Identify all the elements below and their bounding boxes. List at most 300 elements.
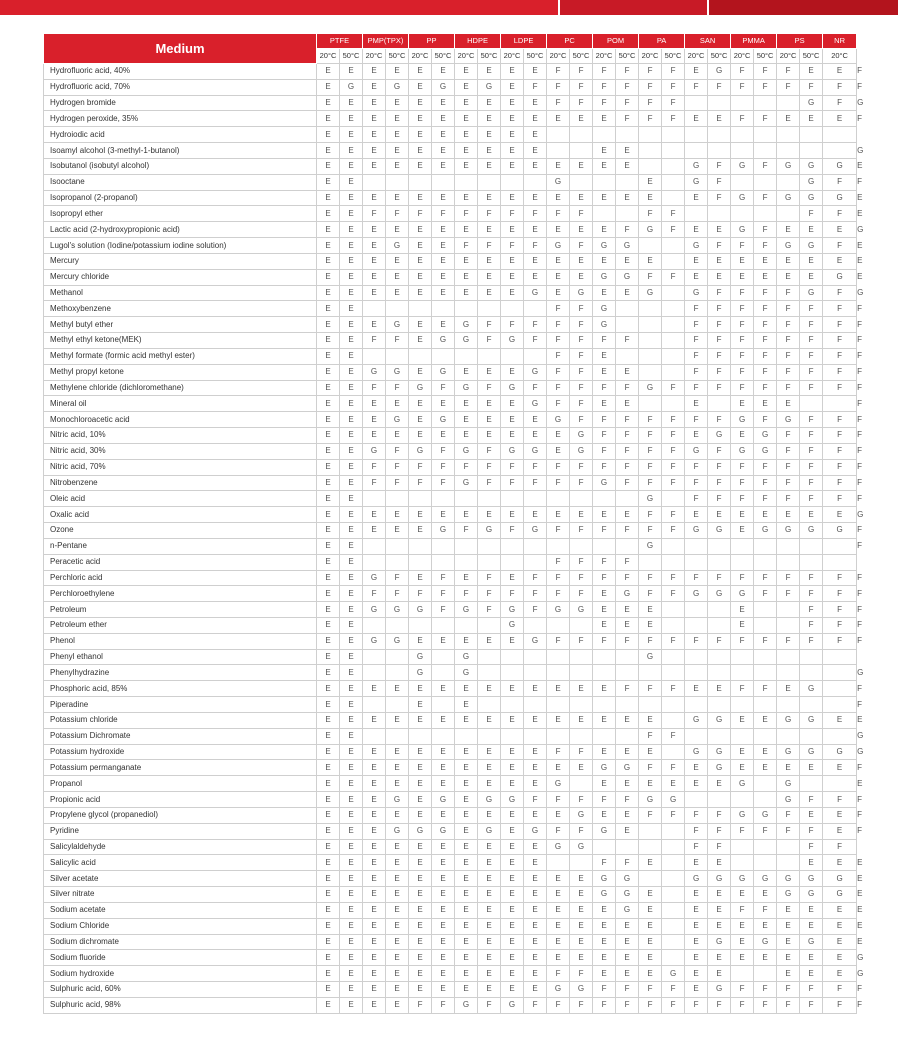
resistance-rating-cell: E [478,887,501,903]
resistance-rating-cell: F [639,570,662,586]
resistance-rating-cell: E [478,966,501,982]
resistance-rating-cell: E [340,649,363,665]
resistance-rating-cell [639,143,662,159]
resistance-rating-cell: G [777,412,800,428]
resistance-rating-cell: F [501,238,524,254]
resistance-rating-cell: F [754,491,777,507]
resistance-rating-cell: G [409,380,432,396]
resistance-rating-cell: E [363,396,386,412]
resistance-rating-cell: E [386,95,409,111]
resistance-rating-cell [501,348,524,364]
resistance-rating-cell: E [409,633,432,649]
resistance-rating-cell: E [685,269,708,285]
resistance-rating-cell: E [524,855,547,871]
medium-name-cell: Monochloroacetic acid [44,412,317,428]
resistance-rating-cell: E [501,507,524,523]
resistance-rating-cell [777,174,800,190]
resistance-rating-cell: G [524,823,547,839]
resistance-rating-cell: F [363,380,386,396]
resistance-rating-cell: G [524,633,547,649]
resistance-rating-cell: G [754,934,777,950]
resistance-rating-cell: F [432,206,455,222]
resistance-rating-cell: E [547,902,570,918]
resistance-rating-cell: F [478,602,501,618]
resistance-rating-cell: E [708,681,731,697]
resistance-rating-cell: E [800,966,823,982]
resistance-rating-cell: G [478,823,501,839]
resistance-rating-cell: E [340,744,363,760]
resistance-rating-cell: G [363,602,386,618]
temperature-header: 50°C [478,49,501,64]
resistance-rating-cell: E [455,127,478,143]
resistance-rating-cell: E [317,966,340,982]
resistance-rating-cell: G [685,744,708,760]
table-row: Methyl formate (formic acid methyl ester) E E F F E F F F F F F F F [44,348,857,364]
resistance-rating-cell: F [524,602,547,618]
resistance-rating-cell: E [340,982,363,998]
resistance-rating-cell: G [363,570,386,586]
resistance-rating-cell: F [639,64,662,80]
resistance-rating-cell: G [363,443,386,459]
resistance-rating-cell [524,554,547,570]
resistance-rating-cell: E [317,728,340,744]
resistance-rating-cell: F [731,997,754,1013]
resistance-rating-cell: E [340,396,363,412]
resistance-rating-cell: E [340,871,363,887]
resistance-rating-cell: G [800,158,823,174]
resistance-rating-cell [547,617,570,633]
resistance-rating-cell: E [800,253,823,269]
resistance-rating-cell [455,491,478,507]
resistance-rating-cell: E [340,95,363,111]
resistance-rating-cell: G [639,649,662,665]
resistance-rating-cell: F [409,997,432,1013]
resistance-rating-cell: G [639,491,662,507]
resistance-rating-cell: E [777,681,800,697]
medium-name-cell: Sodium dichromate [44,934,317,950]
resistance-rating-cell [524,348,547,364]
resistance-rating-cell [685,728,708,744]
medium-name-cell: Perchloric acid [44,570,317,586]
resistance-rating-cell: F [432,997,455,1013]
resistance-rating-cell: F [386,586,409,602]
resistance-rating-cell [685,554,708,570]
table-row [44,649,857,665]
resistance-rating-cell: E [386,966,409,982]
resistance-rating-cell: E [593,902,616,918]
resistance-rating-cell: E [547,507,570,523]
resistance-rating-cell: E [432,253,455,269]
table-row: Sodium dichromate E E E E E E E E E E E E E E E E G E G E G E E [44,934,857,950]
temperature-header: 50°C [708,49,731,64]
resistance-rating-cell: F [478,380,501,396]
resistance-rating-cell: F [570,997,593,1013]
resistance-rating-cell: E [363,269,386,285]
resistance-rating-cell: F [662,269,685,285]
medium-name-cell: Lactic acid (2-hydroxypropionic acid) [44,222,317,238]
resistance-rating-cell: F [432,459,455,475]
resistance-rating-cell: E [317,380,340,396]
resistance-rating-cell: F [800,459,823,475]
resistance-rating-cell: E [317,665,340,681]
resistance-rating-cell [524,697,547,713]
resistance-rating-cell [455,554,478,570]
resistance-rating-cell: G [547,238,570,254]
resistance-rating-cell: E [616,934,639,950]
table-row: Oxalic acid E E E E E E E E E E E E E E F F E E E E E E E G [44,507,857,523]
resistance-rating-cell: E [616,823,639,839]
resistance-rating-cell: F [823,79,857,95]
table-row: Mineral oil E E E E E E E E E G F F E E E E E E F [44,396,857,412]
resistance-rating-cell: F [662,760,685,776]
resistance-rating-cell [432,697,455,713]
resistance-rating-cell: G [524,396,547,412]
resistance-rating-cell: G [547,174,570,190]
medium-name-cell: Potassium Dichromate [44,728,317,744]
medium-name-cell: Sodium fluoride [44,950,317,966]
resistance-rating-cell: E [363,997,386,1013]
resistance-rating-cell [386,538,409,554]
resistance-rating-cell: E [593,617,616,633]
table-row: Methoxybenzene E E F F G F F F F F F F F [44,301,857,317]
resistance-rating-cell: E [432,871,455,887]
medium-name-cell: Methylene chloride (dichloromethane) [44,380,317,396]
resistance-rating-cell [754,127,777,143]
resistance-rating-cell: E [432,918,455,934]
resistance-rating-cell: G [708,586,731,602]
resistance-rating-cell: E [409,839,432,855]
resistance-rating-cell: E [685,982,708,998]
resistance-rating-cell: F [800,428,823,444]
resistance-rating-cell: F [639,79,662,95]
resistance-rating-cell: E [432,190,455,206]
table-row: Perchloroethylene E E F F F F F F F F F F E G F F G G G F F F F F [44,586,857,602]
resistance-rating-cell: E [823,253,857,269]
table-row: Methyl propyl ketone E E G G E G E E E G F F E E F F F F F F F F [44,364,857,380]
resistance-rating-cell: F [662,428,685,444]
resistance-rating-cell [616,839,639,855]
resistance-rating-cell [409,728,432,744]
table-row: Nitric acid, 70% E E F F F F F F F F F F F F F F F F F F F F F F [44,459,857,475]
resistance-rating-cell: F [593,459,616,475]
resistance-rating-cell: E [501,222,524,238]
resistance-rating-cell: E [639,776,662,792]
resistance-rating-cell [616,206,639,222]
resistance-rating-cell [685,697,708,713]
accent-bar-segment [560,0,707,15]
resistance-rating-cell: G [708,64,731,80]
resistance-rating-cell: E [340,602,363,618]
resistance-rating-cell: F [662,79,685,95]
resistance-rating-cell: E [455,64,478,80]
resistance-rating-cell: F [639,475,662,491]
medium-name-cell: Sodium acetate [44,902,317,918]
temperature-header: 20°C [685,49,708,64]
resistance-rating-cell: F [616,570,639,586]
resistance-rating-cell [800,538,823,554]
resistance-rating-cell: E [340,459,363,475]
resistance-rating-cell: F [731,570,754,586]
resistance-rating-cell: E [340,348,363,364]
chemical-resistance-table [43,33,864,1014]
resistance-rating-cell: E [317,887,340,903]
resistance-rating-cell: G [340,79,363,95]
resistance-rating-cell [777,95,800,111]
resistance-rating-cell: E [731,934,754,950]
resistance-rating-cell: G [409,602,432,618]
temperature-header: 20°C [317,49,340,64]
resistance-rating-cell [570,728,593,744]
resistance-rating-cell [731,697,754,713]
resistance-rating-cell: E [524,744,547,760]
resistance-rating-cell: F [662,380,685,396]
resistance-rating-cell [409,491,432,507]
resistance-rating-cell: E [455,222,478,238]
resistance-rating-cell: G [570,839,593,855]
resistance-rating-cell: F [662,728,685,744]
resistance-rating-cell: E [616,285,639,301]
resistance-rating-cell: E [455,839,478,855]
resistance-rating-cell [708,127,731,143]
resistance-rating-cell: F [455,586,478,602]
resistance-rating-cell: E [593,966,616,982]
resistance-rating-cell [662,538,685,554]
resistance-rating-cell: F [823,301,857,317]
resistance-rating-cell [731,206,754,222]
resistance-rating-cell: F [731,64,754,80]
resistance-rating-cell: E [547,253,570,269]
resistance-rating-cell: E [363,238,386,254]
resistance-rating-cell: E [363,950,386,966]
resistance-rating-cell: E [317,712,340,728]
resistance-rating-cell: G [639,792,662,808]
resistance-rating-cell [708,396,731,412]
resistance-rating-cell [524,174,547,190]
resistance-rating-cell: E [317,902,340,918]
resistance-rating-cell: F [593,95,616,111]
resistance-rating-cell: F [800,602,823,618]
resistance-rating-cell: E [363,776,386,792]
resistance-rating-cell: F [616,222,639,238]
resistance-rating-cell: E [524,871,547,887]
resistance-rating-cell: E [455,966,478,982]
resistance-rating-cell [524,617,547,633]
resistance-rating-cell: E [386,428,409,444]
resistance-rating-cell: E [524,269,547,285]
resistance-rating-cell: F [754,64,777,80]
resistance-rating-cell: E [754,918,777,934]
resistance-rating-cell: E [432,238,455,254]
resistance-rating-cell: F [708,570,731,586]
resistance-rating-cell: E [524,902,547,918]
resistance-rating-cell: E [340,997,363,1013]
resistance-rating-cell [662,158,685,174]
resistance-rating-cell: G [800,681,823,697]
resistance-rating-cell: F [823,238,857,254]
resistance-rating-cell: E [432,64,455,80]
resistance-rating-cell: E [501,79,524,95]
resistance-rating-cell: E [432,887,455,903]
resistance-rating-cell: E [455,396,478,412]
resistance-rating-cell: F [662,523,685,539]
resistance-rating-cell: E [409,855,432,871]
table-row: Oleic acid E E G F F F F F F F F [44,491,857,507]
resistance-rating-cell: E [777,269,800,285]
resistance-rating-cell: E [317,348,340,364]
resistance-rating-cell: E [524,982,547,998]
resistance-rating-cell: F [524,380,547,396]
resistance-rating-cell: E [363,902,386,918]
material-header: PMP(TPX) [363,34,409,49]
resistance-rating-cell: F [524,333,547,349]
table-row: Lactic acid (2-hydroxypropionic acid) E E E E E E E E E E E E E F G F E E G F E E E G [44,222,857,238]
table-row: Potassium chloride E E E E E E E E E E E E E E E G G E E G G E E [44,712,857,728]
resistance-rating-cell: E [340,966,363,982]
resistance-rating-cell: E [754,269,777,285]
medium-name-cell: Hydroiodic acid [44,127,317,143]
resistance-rating-cell: E [455,269,478,285]
resistance-rating-cell [432,301,455,317]
resistance-rating-cell [662,744,685,760]
resistance-rating-cell: F [593,64,616,80]
material-header: PC [547,34,593,49]
resistance-rating-cell: F [754,586,777,602]
resistance-rating-cell: F [685,997,708,1013]
resistance-rating-cell: E [501,364,524,380]
resistance-rating-cell: E [593,586,616,602]
resistance-rating-cell [800,728,823,744]
resistance-rating-cell: F [432,570,455,586]
resistance-rating-cell: G [547,776,570,792]
resistance-rating-cell: F [547,396,570,412]
resistance-rating-cell: F [570,554,593,570]
resistance-rating-cell: E [823,950,857,966]
resistance-rating-cell: F [593,982,616,998]
resistance-rating-cell [754,839,777,855]
resistance-rating-cell [754,855,777,871]
table-row: Methanol E E E E E E E E E G E G E E G G F F F F G F G [44,285,857,301]
resistance-rating-cell: E [386,64,409,80]
resistance-rating-cell: G [455,380,478,396]
resistance-rating-cell: G [501,617,524,633]
resistance-rating-cell: E [409,776,432,792]
resistance-rating-cell [731,966,754,982]
medium-name-cell: Nitric acid, 70% [44,459,317,475]
resistance-rating-cell: F [547,554,570,570]
resistance-rating-cell: F [639,982,662,998]
resistance-rating-cell: E [340,776,363,792]
resistance-rating-cell [501,174,524,190]
resistance-rating-cell [662,902,685,918]
resistance-rating-cell: E [340,728,363,744]
resistance-rating-cell: E [777,902,800,918]
top-accent-bar [0,0,898,15]
table-row: Potassium permanganate E E E E E E E E E E E E G G F F E G E E E E E F [44,760,857,776]
resistance-rating-cell [455,538,478,554]
medium-name-cell: Hydrogen bromide [44,95,317,111]
resistance-rating-cell: E [432,681,455,697]
resistance-rating-cell: E [317,190,340,206]
resistance-rating-cell: E [777,507,800,523]
resistance-rating-cell: F [662,95,685,111]
resistance-rating-cell: E [501,776,524,792]
medium-name-cell: Mineral oil [44,396,317,412]
resistance-rating-cell: E [455,190,478,206]
resistance-rating-cell [593,206,616,222]
resistance-rating-cell: E [777,111,800,127]
resistance-rating-cell: F [478,317,501,333]
table-row: Sodium hydroxide E E E E E E E E E E F F E E E G E E E E E G [44,966,857,982]
resistance-rating-cell [777,206,800,222]
resistance-rating-cell: F [754,982,777,998]
resistance-rating-cell: G [386,602,409,618]
resistance-rating-cell: F [800,570,823,586]
resistance-rating-cell [616,301,639,317]
resistance-rating-cell [409,538,432,554]
resistance-rating-cell [800,776,823,792]
resistance-rating-cell: F [501,475,524,491]
medium-name-cell: Isooctane [44,174,317,190]
resistance-rating-cell: F [777,633,800,649]
resistance-rating-cell [662,253,685,269]
resistance-rating-cell: E [455,143,478,159]
resistance-rating-cell: F [777,285,800,301]
resistance-rating-cell: E [478,190,501,206]
resistance-rating-cell: E [317,617,340,633]
medium-name-cell: Peracetic acid [44,554,317,570]
resistance-rating-cell: G [616,871,639,887]
resistance-rating-cell: F [616,443,639,459]
resistance-rating-cell: F [662,507,685,523]
resistance-rating-cell [432,617,455,633]
medium-name-cell: Nitrobenzene [44,475,317,491]
resistance-rating-cell: E [570,950,593,966]
material-header: SAN [685,34,731,49]
resistance-rating-cell [754,966,777,982]
resistance-rating-cell [754,697,777,713]
resistance-rating-cell: E [639,712,662,728]
resistance-rating-cell: E [317,776,340,792]
resistance-rating-cell: F [777,428,800,444]
table-row: Silver nitrate E E E E E E E E E E E E G G E E E E E G G G E [44,887,857,903]
resistance-rating-cell: E [455,918,478,934]
resistance-rating-cell: E [685,681,708,697]
temperature-header: 50°C [524,49,547,64]
resistance-rating-cell: F [570,570,593,586]
resistance-rating-cell [800,649,823,665]
resistance-rating-cell: G [593,475,616,491]
resistance-rating-cell: E [455,712,478,728]
resistance-rating-cell: F [685,317,708,333]
resistance-rating-cell: G [708,982,731,998]
resistance-rating-cell: F [593,79,616,95]
resistance-rating-cell [754,174,777,190]
medium-name-cell: Potassium permanganate [44,760,317,776]
resistance-rating-cell [593,697,616,713]
table-row: Nitrobenzene E E F F F F G F F F F F G F F F F F F F F F F F [44,475,857,491]
resistance-rating-cell: F [570,966,593,982]
resistance-rating-cell: F [754,364,777,380]
resistance-rating-cell: G [455,649,478,665]
medium-name-cell: Isoamyl alcohol (3-methyl-1-butanol) [44,143,317,159]
resistance-rating-cell: E [800,918,823,934]
resistance-rating-cell: E [317,697,340,713]
resistance-rating-cell: E [616,712,639,728]
resistance-rating-cell: F [731,459,754,475]
resistance-rating-cell: E [501,111,524,127]
medium-name-cell: Methyl ethyl ketone(MEK) [44,333,317,349]
resistance-rating-cell: E [340,697,363,713]
